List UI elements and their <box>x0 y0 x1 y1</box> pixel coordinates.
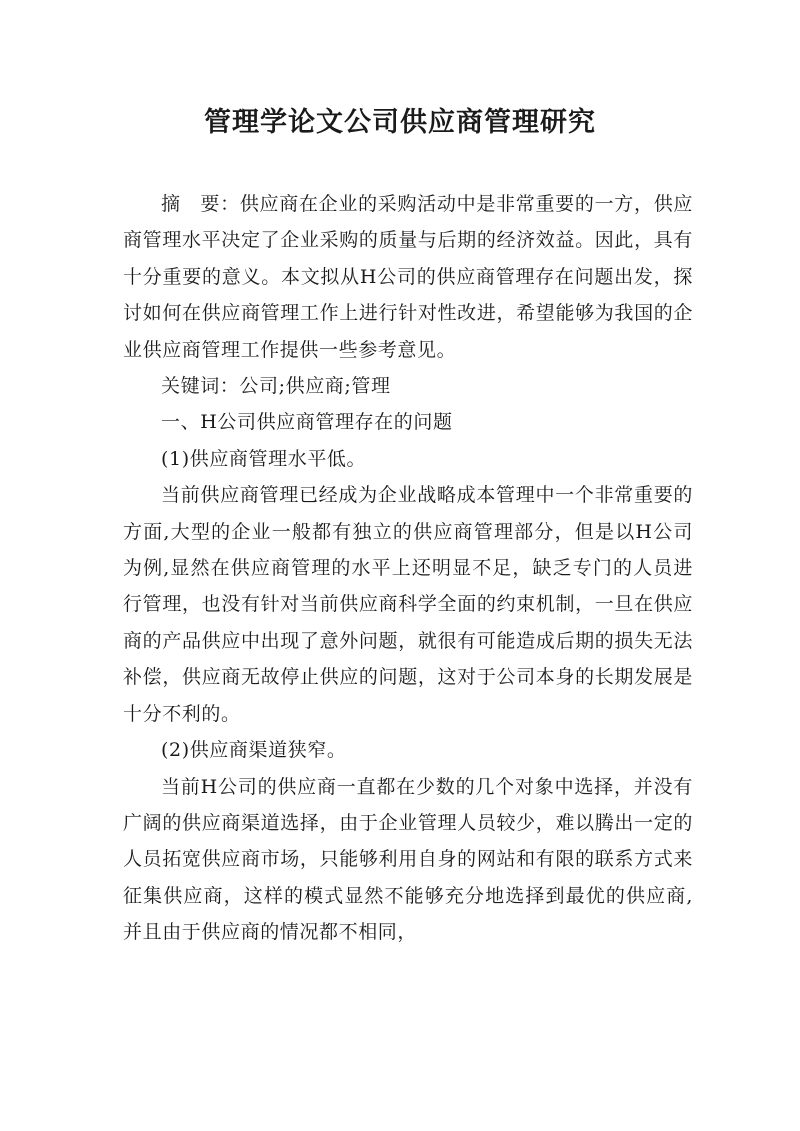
document-title: 管理学论文公司供应商管理研究 <box>204 107 596 138</box>
section-heading: 一、H公司供应商管理存在的问题 <box>161 411 453 434</box>
abstract-paragraph: 摘 要：供应商在企业的采购活动中是非常重要的一方，供应商管理水平决定了企业采购的质量与后期的经济效益。因此，具有十分重要的意义。本文拟从H公司的供应商管理存在问题出发，探讨如何在供应商管理工作上进行针对性改进，希望能够为我国的企业供应商管理工作提供一些参考意见。 <box>123 193 693 361</box>
body-paragraph: 当前H公司的供应商一直都在少数的几个对象中选择，并没有广阔的供应商渠道选择，由于企业管理人员较少，难以腾出一定的人员拓宽供应商市场，只能够利用自身的网站和有限的联系方式来征集供应商，这样的模式显然不能够充分地选择到最优的供应商,并且由于供应商的情况都不相同， <box>123 775 693 944</box>
keywords-paragraph: 关键词：公司;供应商;管理 <box>161 375 391 398</box>
document-body <box>123 186 693 951</box>
subsection-heading: (2)供应商渠道狭窄。 <box>161 739 347 762</box>
subsection-heading: (1)供应商管理水平低。 <box>161 447 367 470</box>
body-paragraph: 当前供应商管理已经成为企业战略成本管理中一个非常重要的方面,大型的企业一般都有独立的供应商管理部分，但是以H公司为例,显然在供应商管理的水平上还明显不足，缺乏专门的人员进行管理，也没有针对当前供应商科学全面的约束机制，一旦在供应商的产品供应中出现了意外问题，就很有可能造成后期的损失无法补偿，供应商无故停止供应的问题，这对于公司本身的长期发展是十分不利的。 <box>123 484 693 725</box>
